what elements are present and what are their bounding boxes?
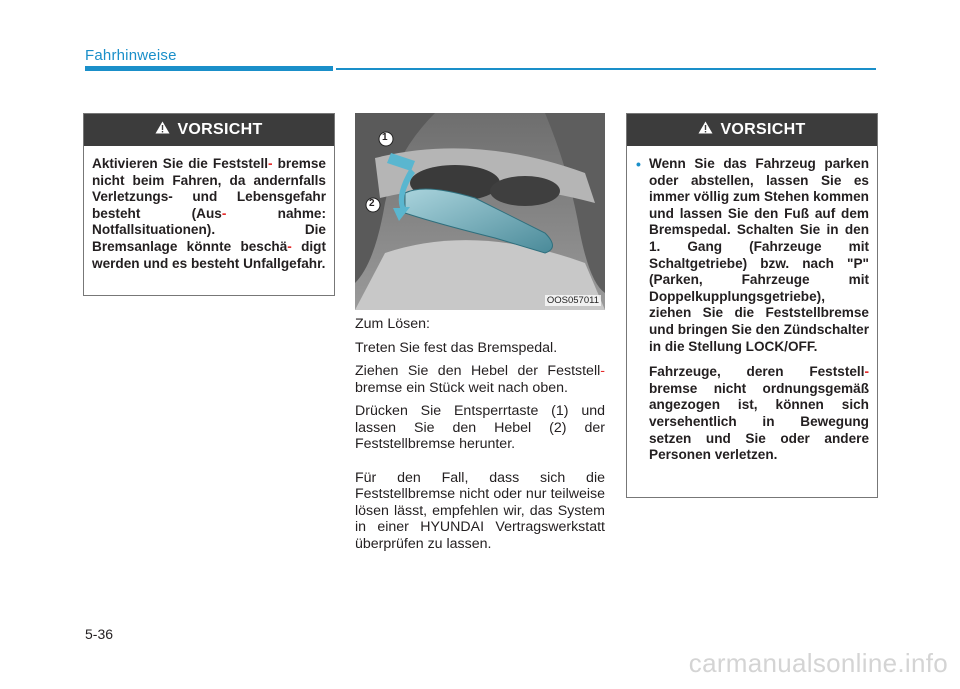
warning-triangle-icon [698,121,713,139]
caution-paragraph: Wenn Sie das Fahrzeug parken oder abstellen, lassen Sie es immer völlig zum Stehen kommen und lassen Sie den Fuß auf dem Bremspedal. Schalten Sie in den 1. Gang (Fahrzeuge mit Schaltgetriebe) bzw. nach "P" (Parken, Fahrzeuge mit Doppelkupplungsgetriebe), ziehen Sie die Feststellbremse und bringen Sie den Zündschalter in die Stellung LOCK/OFF. [649,156,869,354]
body-text-part: bremse ein Stück weit nach oben. [355,379,568,396]
body-paragraph [355,363,605,396]
caution-text-part: bremse nicht beim Fahren, da andernfalls Verletzungs- und Lebensgefahr besteht (Aus [92,156,326,221]
caution-box-right [626,113,878,498]
header-rule-thin [336,68,876,70]
bullet-icon: • [636,156,641,172]
body-paragraph: Zum Lösen: [355,316,430,332]
watermark: carmanualsonline.info [688,648,948,678]
caution-header [84,114,334,146]
body-text-part: Ziehen Sie den Hebel der Feststell [355,363,601,379]
caution-heading: VORSICHT [177,121,263,138]
callout-2-label: 2 [369,198,375,209]
caution-text-part: Aktivieren Sie die Feststell [92,156,269,171]
caution-text [84,146,334,280]
hyphen: - [864,364,869,380]
hyphen: - [221,205,227,221]
body-paragraph: Treten Sie fest das Bremspedal. [355,339,558,356]
caution-heading: VORSICHT [720,121,806,138]
page-number: 5-36 [85,626,114,642]
hyphen: - [600,363,605,379]
warning-triangle-icon [155,121,170,139]
header-rule-thick [85,66,333,71]
body-paragraph: Für den Fall, dass sich die Feststellbremse nicht oder nur teilweise lösen lässt, empfehlen wir, das System in einer HYUNDAI Vertragswerkstatt überprüfen zu lassen. [355,469,605,552]
caution-text-part: nahme: Notfallsituationen). Die Bremsanlage könnte beschä [92,205,327,254]
caution-text [627,146,877,472]
section-title: Fahrhinweise [85,47,177,64]
figure-code: OOS057011 [546,295,599,306]
caution-text-part: bremse nicht ordnungsgemäß angezogen ist, können sich versehentlich in Bewegung setzen und Sie oder andere Personen verletzen. [649,380,869,463]
caution-text-part: digt werden und es besteht Unfallgefahr. [92,238,327,271]
caution-paragraph [649,364,869,464]
parking-brake-photo [355,113,605,310]
caution-text-part: Fahrzeuge, deren Feststell [649,364,865,380]
caution-header [627,114,877,146]
body-text [355,316,605,559]
hyphen: - [287,238,292,254]
body-paragraph: Drücken Sie Entsperrtaste (1) und lassen Sie den Hebel (2) der Feststellbremse herunter. [355,403,605,452]
callout-1-label: 1 [382,132,388,143]
caution-box-left [83,113,335,296]
hyphen: - [268,156,273,171]
